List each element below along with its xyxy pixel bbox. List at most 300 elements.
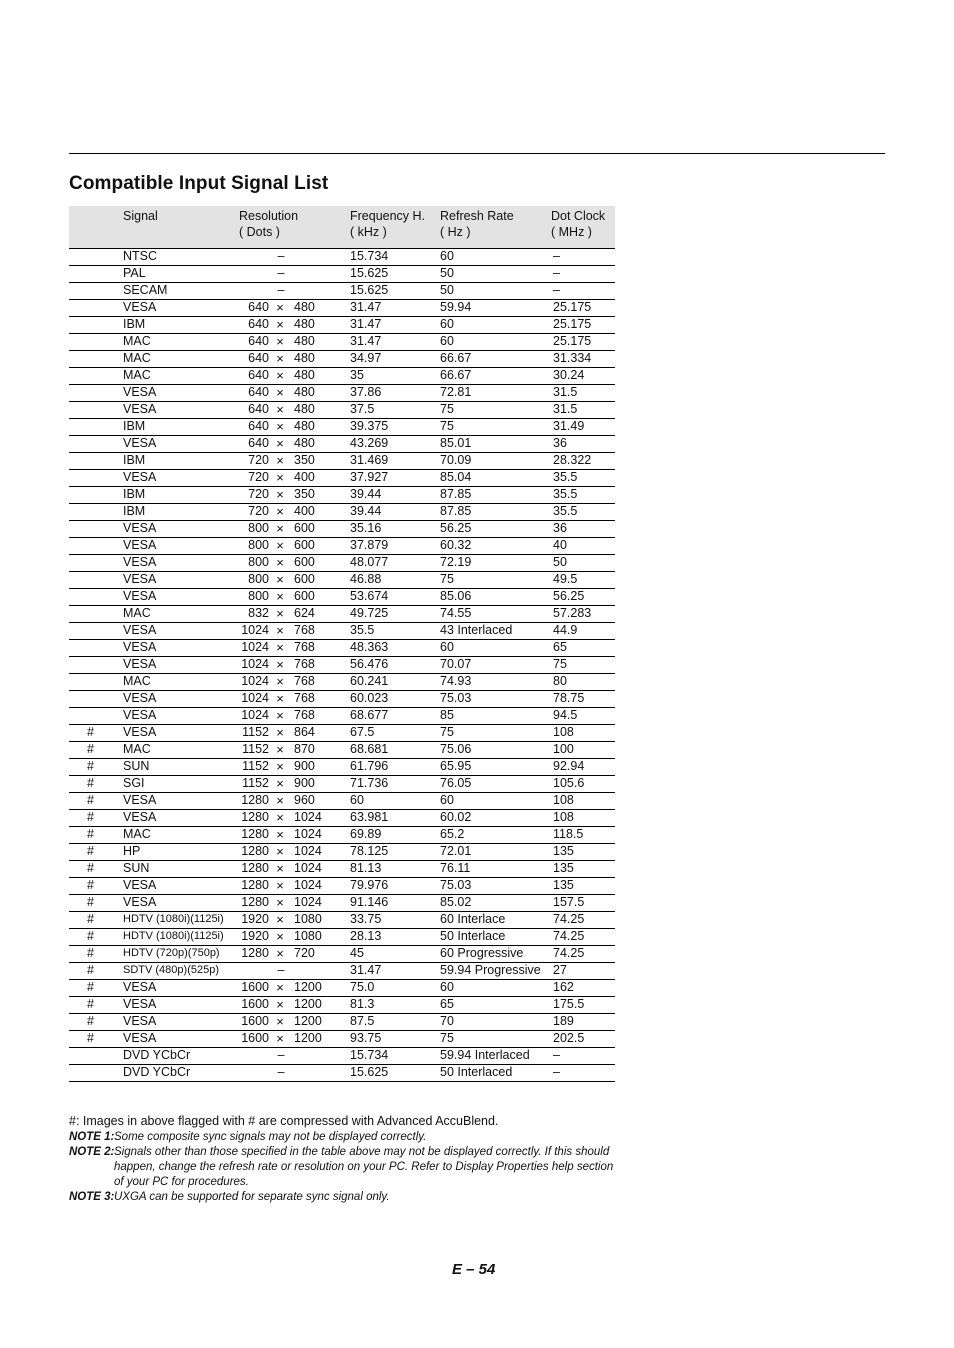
table-row: [69, 912, 615, 929]
dot-clock-cell: 135: [553, 878, 574, 892]
frequency-cell: 45: [350, 946, 364, 960]
times-symbol: ×: [276, 912, 284, 927]
refresh-rate-cell: 60.32: [440, 538, 472, 552]
signal-cell: IBM: [123, 419, 146, 433]
dot-clock-cell: 157.5: [553, 895, 585, 909]
refresh-rate-cell: 85.06: [440, 589, 472, 603]
frequency-cell: 63.981: [350, 810, 389, 824]
refresh-rate-cell: 60 Interlace: [440, 912, 506, 926]
signal-cell: VESA: [123, 623, 157, 637]
table-row: [69, 300, 615, 317]
frequency-cell: 15.734: [350, 249, 389, 263]
resolution-width-cell: 1280: [241, 827, 269, 841]
note-2-text: Signals other than those specified in the table above may not be displayed correctly. If this should happen, change the refresh rate or resolution on your PC. Refer to Display Properties help section of your PC for procedures.: [114, 1146, 614, 1188]
frequency-cell: 35.5: [350, 623, 375, 637]
resolution-cell: –: [277, 1065, 285, 1079]
resolution-height-cell: 480: [294, 300, 315, 314]
signal-cell: IBM: [123, 487, 146, 501]
dot-clock-cell: 30.24: [553, 368, 585, 382]
signal-cell: PAL: [123, 266, 146, 280]
table-row: [69, 725, 615, 742]
table-row: [69, 1065, 615, 1082]
signal-cell: VESA: [123, 980, 157, 994]
dot-clock-cell: 49.5: [553, 572, 578, 586]
frequency-cell: 87.5: [350, 1014, 375, 1028]
frequency-cell: 31.47: [350, 963, 382, 977]
compression-flag: #: [87, 946, 94, 960]
refresh-rate-cell: 50: [440, 266, 454, 280]
note-accublend: #: Images in above flagged with # are compressed with Advanced AccuBlend.: [69, 1114, 499, 1128]
resolution-height-cell: 480: [294, 317, 315, 331]
resolution-width-cell: 720: [248, 453, 269, 467]
resolution-height-cell: 480: [294, 436, 315, 450]
dot-clock-cell: 25.175: [553, 317, 592, 331]
dot-clock-cell: 57.283: [553, 606, 592, 620]
header-frequency: Frequency H.: [350, 209, 426, 223]
dot-clock-cell: 31.334: [553, 351, 592, 365]
resolution-height-cell: 1200: [294, 1014, 322, 1028]
resolution-height-cell: 350: [294, 453, 315, 467]
resolution-width-cell: 800: [248, 538, 269, 552]
dot-clock-cell: 135: [553, 861, 574, 875]
resolution-height-cell: 900: [294, 776, 315, 790]
resolution-height-cell: 350: [294, 487, 315, 501]
resolution-width-cell: 1600: [241, 1014, 269, 1028]
signal-cell: HDTV (720p)(750p): [123, 947, 220, 959]
table-row: [69, 827, 615, 844]
resolution-cell: –: [277, 249, 285, 263]
table-row: [69, 623, 615, 640]
table-row: [69, 759, 615, 776]
header-dot-clock-unit: ( MHz ): [551, 225, 592, 239]
frequency-cell: 68.681: [350, 742, 389, 756]
frequency-cell: 68.677: [350, 708, 389, 722]
resolution-cell: –: [277, 963, 285, 977]
compression-flag: #: [87, 725, 94, 739]
signal-cell: VESA: [123, 470, 157, 484]
table-row: [69, 674, 615, 691]
signal-cell: SDTV (480p)(525p): [123, 964, 219, 976]
dot-clock-cell: 74.25: [553, 929, 585, 943]
compression-flag: #: [87, 929, 94, 943]
refresh-rate-cell: 75.03: [440, 878, 472, 892]
dot-clock-cell: 28.322: [553, 453, 592, 467]
times-symbol: ×: [276, 946, 284, 961]
times-symbol: ×: [276, 776, 284, 791]
page-title: Compatible Input Signal List: [69, 173, 329, 194]
dot-clock-cell: 74.25: [553, 912, 585, 926]
times-symbol: ×: [276, 606, 284, 621]
times-symbol: ×: [276, 368, 284, 383]
resolution-height-cell: 600: [294, 589, 315, 603]
signal-table: [69, 206, 615, 1082]
refresh-rate-cell: 60: [440, 640, 454, 654]
signal-cell: MAC: [123, 827, 151, 841]
signal-cell: SGI: [123, 776, 145, 790]
resolution-height-cell: 600: [294, 521, 315, 535]
refresh-rate-cell: 66.67: [440, 351, 472, 365]
times-symbol: ×: [276, 402, 284, 417]
refresh-rate-cell: 59.94 Interlaced: [440, 1048, 530, 1062]
signal-cell: HP: [123, 844, 141, 858]
resolution-width-cell: 1152: [242, 725, 269, 739]
resolution-height-cell: 1080: [294, 929, 322, 943]
frequency-cell: 75.0: [350, 980, 375, 994]
resolution-height-cell: 400: [294, 470, 315, 484]
resolution-height-cell: 1024: [294, 844, 322, 858]
table-row: [69, 334, 615, 351]
resolution-width-cell: 640: [248, 436, 269, 450]
signal-cell: VESA: [123, 810, 157, 824]
resolution-width-cell: 1152: [242, 776, 269, 790]
signal-cell: DVD YCbCr: [123, 1065, 191, 1079]
compression-flag: #: [87, 861, 94, 875]
dot-clock-cell: 189: [553, 1014, 574, 1028]
resolution-height-cell: 600: [294, 538, 315, 552]
table-row: [69, 402, 615, 419]
compression-flag: #: [87, 810, 94, 824]
resolution-width-cell: 1152: [242, 759, 269, 773]
times-symbol: ×: [276, 997, 284, 1012]
signal-cell: VESA: [123, 708, 157, 722]
frequency-cell: 49.725: [350, 606, 389, 620]
resolution-width-cell: 800: [248, 589, 269, 603]
notes-section: [69, 1114, 619, 1205]
dot-clock-cell: 25.175: [553, 334, 592, 348]
resolution-height-cell: 1200: [294, 980, 322, 994]
refresh-rate-cell: 74.93: [440, 674, 472, 688]
table-row: [69, 368, 615, 385]
times-symbol: ×: [276, 895, 284, 910]
resolution-height-cell: 400: [294, 504, 315, 518]
signal-cell: VESA: [123, 895, 157, 909]
compression-flag: #: [87, 742, 94, 756]
compression-flag: #: [87, 776, 94, 790]
signal-cell: SUN: [123, 861, 150, 875]
refresh-rate-cell: 60: [440, 980, 454, 994]
dot-clock-cell: 94.5: [553, 708, 578, 722]
resolution-width-cell: 1152: [242, 742, 269, 756]
note-2-label: NOTE 2:: [69, 1146, 115, 1158]
header-signal: Signal: [123, 209, 158, 223]
times-symbol: ×: [276, 351, 284, 366]
refresh-rate-cell: 75: [440, 572, 454, 586]
times-symbol: ×: [276, 878, 284, 893]
signal-cell: VESA: [123, 1014, 157, 1028]
table-row: [69, 861, 615, 878]
refresh-rate-cell: 85.02: [440, 895, 472, 909]
table-row: [69, 742, 615, 759]
table-row: [69, 691, 615, 708]
resolution-width-cell: 640: [248, 419, 269, 433]
table-row: [69, 351, 615, 368]
note-3-text: UXGA can be supported for separate sync signal only.: [114, 1191, 390, 1203]
frequency-cell: 81.13: [350, 861, 382, 875]
signal-cell: MAC: [123, 674, 151, 688]
table-row: [69, 844, 615, 861]
resolution-height-cell: 768: [294, 691, 315, 705]
refresh-rate-cell: 76.11: [440, 861, 471, 875]
times-symbol: ×: [276, 1031, 284, 1046]
resolution-width-cell: 1280: [241, 844, 269, 858]
resolution-width-cell: 800: [248, 521, 269, 535]
resolution-width-cell: 1280: [241, 793, 269, 807]
dot-clock-cell: 78.75: [553, 691, 585, 705]
dot-clock-cell: 74.25: [553, 946, 585, 960]
table-row: [69, 385, 615, 402]
resolution-width-cell: 1024: [241, 708, 269, 722]
resolution-height-cell: 1024: [294, 827, 322, 841]
compression-flag: #: [87, 827, 94, 841]
signal-cell: SECAM: [123, 283, 168, 297]
resolution-height-cell: 768: [294, 640, 315, 654]
resolution-width-cell: 1280: [241, 810, 269, 824]
resolution-height-cell: 1200: [294, 1031, 322, 1045]
resolution-height-cell: 768: [294, 708, 315, 722]
table-row: [69, 487, 615, 504]
table-row: [69, 963, 615, 980]
resolution-height-cell: 1200: [294, 997, 322, 1011]
refresh-rate-cell: 72.81: [440, 385, 472, 399]
resolution-height-cell: 480: [294, 402, 315, 416]
resolution-height-cell: 480: [294, 368, 315, 382]
times-symbol: ×: [276, 980, 284, 995]
signal-cell: VESA: [123, 538, 157, 552]
signal-cell: VESA: [123, 997, 157, 1011]
resolution-height-cell: 960: [294, 793, 315, 807]
resolution-width-cell: 640: [248, 385, 269, 399]
resolution-height-cell: 768: [294, 674, 315, 688]
frequency-cell: 15.734: [350, 1048, 389, 1062]
times-symbol: ×: [276, 793, 284, 808]
table-row: [69, 589, 615, 606]
frequency-cell: 15.625: [350, 283, 389, 297]
times-symbol: ×: [276, 300, 284, 315]
dot-clock-cell: 35.5: [553, 504, 578, 518]
signal-cell: VESA: [123, 385, 157, 399]
frequency-cell: 15.625: [350, 1065, 389, 1079]
compression-flag: #: [87, 895, 94, 909]
signal-cell: DVD YCbCr: [123, 1048, 191, 1062]
times-symbol: ×: [276, 827, 284, 842]
resolution-width-cell: 1920: [241, 929, 269, 943]
signal-cell: VESA: [123, 725, 157, 739]
refresh-rate-cell: 50: [440, 283, 454, 297]
frequency-cell: 67.5: [350, 725, 375, 739]
signal-cell: NTSC: [123, 249, 158, 263]
frequency-cell: 91.146: [350, 895, 389, 909]
resolution-height-cell: 480: [294, 385, 315, 399]
refresh-rate-cell: 70: [440, 1014, 454, 1028]
refresh-rate-cell: 66.67: [440, 368, 472, 382]
resolution-width-cell: 640: [248, 300, 269, 314]
signal-cell: VESA: [123, 793, 157, 807]
times-symbol: ×: [276, 555, 284, 570]
refresh-rate-cell: 70.09: [440, 453, 472, 467]
dot-clock-cell: 105.6: [553, 776, 585, 790]
table-row: [69, 895, 615, 912]
refresh-rate-cell: 72.19: [440, 555, 472, 569]
refresh-rate-cell: 60: [440, 334, 454, 348]
resolution-cell: –: [277, 266, 285, 280]
dot-clock-cell: 36: [553, 521, 567, 535]
dot-clock-cell: –: [553, 283, 560, 297]
frequency-cell: 31.47: [350, 317, 382, 331]
resolution-width-cell: 640: [248, 402, 269, 416]
compression-flag: #: [87, 1031, 94, 1045]
frequency-cell: 48.363: [350, 640, 389, 654]
resolution-width-cell: 1600: [241, 980, 269, 994]
compression-flag: #: [87, 793, 94, 807]
resolution-height-cell: 600: [294, 572, 315, 586]
table-row: [69, 997, 615, 1014]
dot-clock-cell: 175.5: [553, 997, 585, 1011]
times-symbol: ×: [276, 572, 284, 587]
compression-flag: #: [87, 963, 94, 977]
table-row: [69, 555, 615, 572]
table-row: [69, 249, 615, 266]
table-row: [69, 317, 615, 334]
refresh-rate-cell: 87.85: [440, 487, 472, 501]
dot-clock-cell: 50: [553, 555, 567, 569]
dot-clock-cell: 35.5: [553, 470, 578, 484]
resolution-height-cell: 1024: [294, 878, 322, 892]
signal-cell: IBM: [123, 317, 146, 331]
compression-flag: #: [87, 878, 94, 892]
resolution-width-cell: 720: [248, 470, 269, 484]
compression-flag: #: [87, 759, 94, 773]
dot-clock-cell: –: [553, 266, 560, 280]
table-row: [69, 606, 615, 623]
frequency-cell: 81.3: [350, 997, 375, 1011]
table-row: [69, 538, 615, 555]
signal-cell: VESA: [123, 572, 157, 586]
dot-clock-cell: 92.94: [553, 759, 585, 773]
dot-clock-cell: 40: [553, 538, 567, 552]
signal-cell: VESA: [123, 521, 157, 535]
frequency-cell: 37.927: [350, 470, 389, 484]
frequency-cell: 48.077: [350, 555, 389, 569]
compression-flag: #: [87, 912, 94, 926]
table-row: [69, 572, 615, 589]
signal-cell: HDTV (1080i)(1125i): [123, 913, 224, 925]
resolution-width-cell: 1600: [241, 1031, 269, 1045]
frequency-cell: 39.44: [350, 504, 382, 518]
refresh-rate-cell: 65.95: [440, 759, 472, 773]
refresh-rate-cell: 85.01: [440, 436, 472, 450]
resolution-height-cell: 864: [294, 725, 315, 739]
table-row: [69, 657, 615, 674]
signal-cell: MAC: [123, 334, 151, 348]
dot-clock-cell: 31.49: [553, 419, 585, 433]
dot-clock-cell: 75: [553, 657, 567, 671]
signal-cell: HDTV (1080i)(1125i): [123, 930, 224, 942]
frequency-cell: 15.625: [350, 266, 389, 280]
table-row: [69, 793, 615, 810]
resolution-width-cell: 1280: [241, 895, 269, 909]
refresh-rate-cell: 60.02: [440, 810, 472, 824]
signal-cell: VESA: [123, 402, 157, 416]
frequency-cell: 53.674: [350, 589, 389, 603]
times-symbol: ×: [276, 538, 284, 553]
page-number: E – 54: [452, 1261, 496, 1278]
resolution-height-cell: 900: [294, 759, 315, 773]
refresh-rate-cell: 75.03: [440, 691, 472, 705]
refresh-rate-cell: 60: [440, 249, 454, 263]
times-symbol: ×: [276, 453, 284, 468]
resolution-cell: –: [277, 283, 285, 297]
frequency-cell: 31.47: [350, 300, 382, 314]
refresh-rate-cell: 85: [440, 708, 454, 722]
signal-cell: VESA: [123, 640, 157, 654]
times-symbol: ×: [276, 504, 284, 519]
dot-clock-cell: 108: [553, 725, 574, 739]
table-row: [69, 878, 615, 895]
signal-cell: IBM: [123, 504, 146, 518]
dot-clock-cell: 100: [553, 742, 574, 756]
table-row: [69, 776, 615, 793]
table-row: [69, 283, 615, 300]
signal-cell: IBM: [123, 453, 146, 467]
table-row: [69, 929, 615, 946]
refresh-rate-cell: 72.01: [440, 844, 472, 858]
frequency-cell: 60.023: [350, 691, 389, 705]
table-header: [69, 206, 615, 249]
note-3: [69, 1190, 619, 1205]
frequency-cell: 93.75: [350, 1031, 382, 1045]
resolution-width-cell: 1280: [241, 861, 269, 875]
resolution-width-cell: 832: [248, 606, 269, 620]
header-resolution-unit: ( Dots ): [239, 225, 280, 239]
refresh-rate-cell: 59.94: [440, 300, 472, 314]
table-row: [69, 504, 615, 521]
frequency-cell: 60.241: [350, 674, 389, 688]
refresh-rate-cell: 87.85: [440, 504, 472, 518]
times-symbol: ×: [276, 521, 284, 536]
refresh-rate-cell: 60: [440, 317, 454, 331]
refresh-rate-cell: 75: [440, 1031, 454, 1045]
frequency-cell: 79.976: [350, 878, 389, 892]
frequency-cell: 61.796: [350, 759, 389, 773]
times-symbol: ×: [276, 334, 284, 349]
dot-clock-cell: 35.5: [553, 487, 578, 501]
table-row: [69, 521, 615, 538]
dot-clock-cell: 202.5: [553, 1031, 585, 1045]
times-symbol: ×: [276, 385, 284, 400]
frequency-cell: 39.44: [350, 487, 382, 501]
dot-clock-cell: 31.5: [553, 402, 578, 416]
resolution-height-cell: 768: [294, 623, 315, 637]
header-refresh-rate: Refresh Rate: [440, 209, 514, 223]
frequency-cell: 31.469: [350, 453, 389, 467]
resolution-width-cell: 640: [248, 368, 269, 382]
times-symbol: ×: [276, 317, 284, 332]
resolution-width-cell: 1280: [241, 878, 269, 892]
times-symbol: ×: [276, 640, 284, 655]
refresh-rate-cell: 85.04: [440, 470, 472, 484]
resolution-cell: –: [277, 1048, 285, 1062]
resolution-width-cell: 1024: [241, 657, 269, 671]
times-symbol: ×: [276, 487, 284, 502]
table-row: [69, 1048, 615, 1065]
times-symbol: ×: [276, 691, 284, 706]
frequency-cell: 35.16: [350, 521, 382, 535]
resolution-height-cell: 1024: [294, 895, 322, 909]
resolution-width-cell: 800: [248, 572, 269, 586]
resolution-width-cell: 1280: [241, 946, 269, 960]
dot-clock-cell: –: [553, 1065, 560, 1079]
header-resolution: Resolution: [239, 209, 299, 223]
